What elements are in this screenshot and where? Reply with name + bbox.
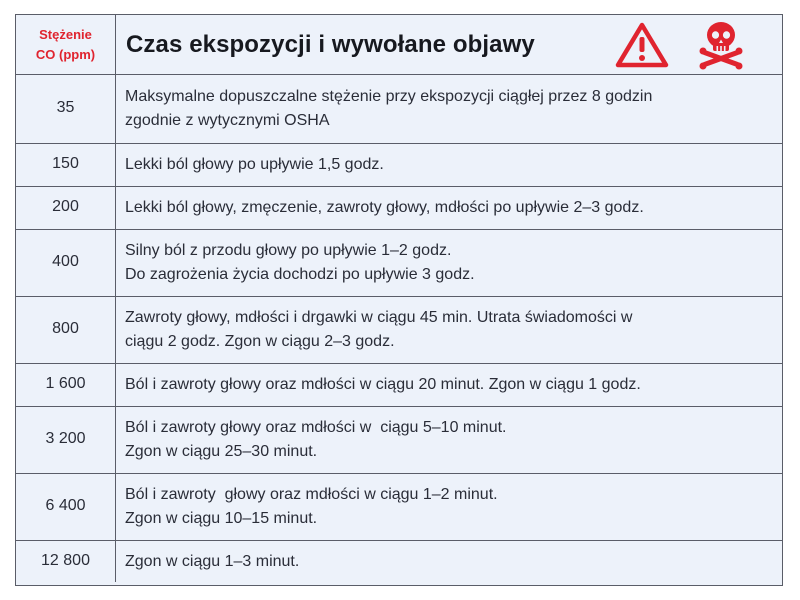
ppm-value: 1 600	[45, 375, 86, 392]
header-icons	[614, 18, 782, 72]
ppm-value: 12 800	[41, 551, 90, 569]
symptom-line: zgodnie z wytycznymi OSHA	[125, 112, 330, 129]
table-title: Czas ekspozycji i wywołane objawy	[126, 30, 535, 58]
symptom-cell	[116, 297, 782, 364]
concentration-column-header	[16, 15, 116, 75]
ppm-cell	[16, 187, 116, 230]
symptom-line: Do zagrożenia życia dochodzi po upływie 3 godz.	[125, 266, 475, 283]
symptom-line: Ból i zawroty głowy oraz mdłości w ciągu 1–2 minut.	[125, 486, 498, 503]
symptom-line: Ból i zawroty głowy oraz mdłości w ciągu 5–10 minut.	[125, 419, 507, 436]
ppm-cell	[16, 474, 116, 541]
concentration-header-line2: CO (ppm)	[35, 46, 96, 62]
warning-triangle-icon	[614, 21, 670, 69]
symptom-cell	[116, 75, 782, 144]
ppm-cell	[16, 297, 116, 364]
symptom-line: Ból i zawroty głowy oraz mdłości w ciągu 20 minut. Zgon w ciągu 1 godz.	[125, 376, 641, 393]
symptom-line: Zgon w ciągu 10–15 minut.	[125, 510, 318, 527]
symptom-line: Silny ból z przodu głowy po upływie 1–2 godz.	[125, 242, 452, 259]
co-exposure-table	[15, 14, 783, 586]
symptom-line: Lekki ból głowy, zmęczenie, zawroty głowy, mdłości po upływie 2–3 godz.	[125, 199, 644, 216]
table-title-cell	[116, 15, 782, 75]
symptom-cell	[116, 407, 782, 474]
ppm-cell	[16, 364, 116, 407]
symptom-cell	[116, 474, 782, 541]
symptom-cell	[116, 187, 782, 230]
ppm-cell	[16, 144, 116, 187]
symptom-cell	[116, 541, 782, 582]
ppm-cell	[16, 230, 116, 297]
ppm-cell	[16, 541, 116, 582]
ppm-value: 150	[52, 155, 79, 172]
symptom-cell	[116, 144, 782, 187]
symptom-line: ciągu 2 godz. Zgon w ciągu 2–3 godz.	[125, 333, 395, 350]
skull-crossbones-icon	[698, 18, 744, 72]
ppm-value: 200	[52, 198, 79, 215]
symptom-line: Zgon w ciągu 25–30 minut.	[125, 443, 318, 460]
ppm-value: 3 200	[45, 430, 86, 447]
ppm-value: 6 400	[45, 497, 86, 514]
symptom-line: Maksymalne dopuszczalne stężenie przy ekspozycji ciągłej przez 8 godzin	[125, 88, 653, 105]
concentration-header-line1: Stężenie	[39, 26, 92, 42]
symptom-cell	[116, 230, 782, 297]
symptom-line: Zawroty głowy, mdłości i drgawki w ciągu 45 min. Utrata świadomości w	[125, 309, 633, 326]
symptom-line: Zgon w ciągu 1–3 minut.	[125, 552, 300, 570]
ppm-value: 400	[52, 253, 79, 270]
ppm-cell	[16, 75, 116, 144]
ppm-cell	[16, 407, 116, 474]
ppm-value: 35	[56, 99, 75, 116]
symptom-line: Lekki ból głowy po upływie 1,5 godz.	[125, 156, 384, 173]
symptom-cell	[116, 364, 782, 407]
ppm-value: 800	[52, 320, 79, 337]
